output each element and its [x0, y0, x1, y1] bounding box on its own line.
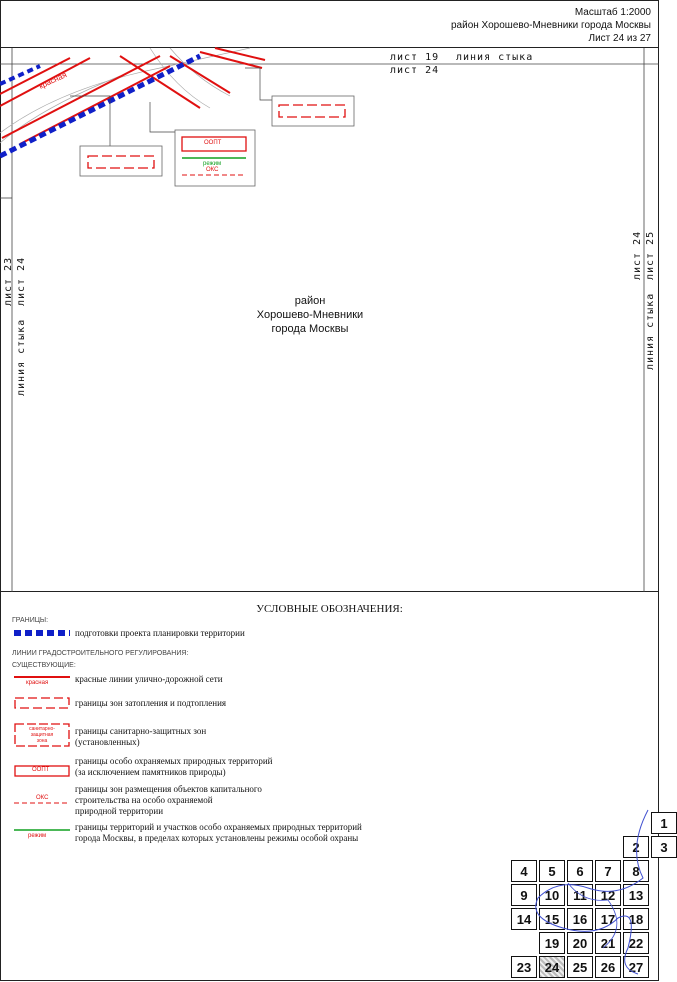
- scale-text: Масштаб 1:2000: [574, 7, 651, 18]
- regime-line-2: города Москвы, в пределах которых установлены режимы особой охраны: [75, 833, 359, 843]
- district-line-1: район: [294, 295, 326, 307]
- callout-flood: [80, 146, 162, 176]
- index-cell-18: 18: [623, 908, 649, 930]
- right-sheet-a: лист 24: [632, 230, 643, 280]
- borders-heading: ГРАНИЦЫ:: [12, 617, 49, 624]
- regime-text: [75, 822, 362, 844]
- rezhim-box-label: режим: [203, 161, 222, 167]
- index-cell-2: 2: [623, 836, 649, 858]
- index-cell-27: 27: [623, 956, 649, 978]
- district-label: [230, 294, 390, 336]
- index-cell-24: 24: [539, 956, 565, 978]
- sanitary-sym-line-1: санитарно-: [29, 726, 55, 732]
- title-block: [0, 0, 659, 48]
- left-sheet-a: лист 23: [3, 256, 14, 306]
- oks-line-1: границы зон размещения объектов капитального: [75, 784, 262, 794]
- sheet-number-text: Лист 24 из 27: [588, 33, 651, 44]
- oks-line-3: природной территории: [75, 806, 164, 816]
- index-cell-8: 8: [623, 860, 649, 882]
- oks-symbol: [14, 800, 70, 806]
- index-cell-19: 19: [539, 932, 565, 954]
- index-cell-20: 20: [567, 932, 593, 954]
- oopt-symbol-label: ООПТ: [32, 767, 50, 773]
- top-joint-label: линия стыка: [456, 52, 534, 63]
- index-cell-1: 1: [651, 812, 677, 834]
- planning-text: подготовки проекта планировки территории: [75, 628, 245, 638]
- index-cell-13: 13: [623, 884, 649, 906]
- oopt-line-1: границы особо охраняемых природных территорий: [75, 756, 273, 766]
- index-cell-12: 12: [595, 884, 621, 906]
- index-cell-21: 21: [595, 932, 621, 954]
- regime-line-1: границы территорий и участков особо охраняемых природных территорий: [75, 822, 362, 832]
- planning-symbol: [14, 628, 70, 638]
- index-cell-15: 15: [539, 908, 565, 930]
- oks-symbol-label: ОКС: [36, 795, 49, 801]
- regulation-heading: ЛИНИИ ГРАДОСТРОИТЕЛЬНОГО РЕГУЛИРОВАНИЯ:: [12, 650, 189, 657]
- red-lines-text: красные линии улично-дорожной сети: [75, 674, 223, 684]
- index-cell-26: 26: [595, 956, 621, 978]
- index-cell-6: 6: [567, 860, 593, 882]
- legend-title: УСЛОВНЫЕ ОБОЗНАЧЕНИЯ:: [256, 603, 403, 615]
- index-cell-16: 16: [567, 908, 593, 930]
- left-sheet-b: лист 24: [16, 256, 27, 306]
- index-cell-23: 23: [511, 956, 537, 978]
- right-joint-label: линия стыка: [645, 292, 656, 370]
- oks-box-label: ОКС: [206, 167, 219, 173]
- callout-oopt: [175, 130, 255, 186]
- sanitary-symbol-label: [20, 726, 64, 744]
- callout-flood-2: [272, 96, 354, 126]
- district-text: район Хорошево-Мневники города Москвы: [450, 20, 651, 31]
- index-cell-17: 17: [595, 908, 621, 930]
- index-cell-14: 14: [511, 908, 537, 930]
- flood-text: границы зон затопления и подтопления: [75, 698, 227, 708]
- district-line-3: города Москвы: [271, 323, 349, 335]
- sanitary-sym-line-2: защитная: [30, 732, 54, 738]
- index-cell-22: 22: [623, 932, 649, 954]
- oks-text: [75, 784, 262, 817]
- index-river-overlay: [508, 808, 653, 976]
- oks-line-2: строительства на особо охраняемой: [75, 795, 213, 805]
- regime-symbol-label: режим: [28, 833, 47, 839]
- district-line-2: Хорошево-Мневники: [256, 309, 364, 321]
- sanitary-text: [75, 726, 206, 748]
- sanitary-sym-line-3: зона: [36, 738, 48, 744]
- oopt-line-2: (за исключением памятников природы): [75, 767, 226, 777]
- sheet-index-map: [508, 808, 668, 976]
- index-cell-4: 4: [511, 860, 537, 882]
- index-cell-25: 25: [567, 956, 593, 978]
- index-cell-3: 3: [651, 836, 677, 858]
- index-cell-9: 9: [511, 884, 537, 906]
- index-cell-10: 10: [539, 884, 565, 906]
- top-sheet-b: лист 24: [390, 65, 440, 76]
- index-cell-7: 7: [595, 860, 621, 882]
- flood-symbol: [14, 696, 70, 710]
- index-cell-11: 11: [567, 884, 593, 906]
- existing-heading: СУЩЕСТВУЮЩИЕ:: [12, 662, 76, 669]
- red-line-symbol-label: красная: [26, 680, 49, 686]
- map-area: [0, 48, 659, 592]
- left-joint-label: линия стыка: [16, 318, 27, 396]
- right-sheet-b: лист 25: [645, 230, 656, 280]
- sanitary-line-1: границы санитарно-защитных зон: [75, 726, 207, 736]
- red-line-label: красная: [37, 70, 69, 91]
- sanitary-line-2: (установленных): [75, 737, 140, 747]
- index-cell-5: 5: [539, 860, 565, 882]
- oopt-box-label: ООПТ: [204, 140, 222, 146]
- top-sheet-a: лист 19: [390, 52, 440, 63]
- oopt-text: [75, 756, 272, 778]
